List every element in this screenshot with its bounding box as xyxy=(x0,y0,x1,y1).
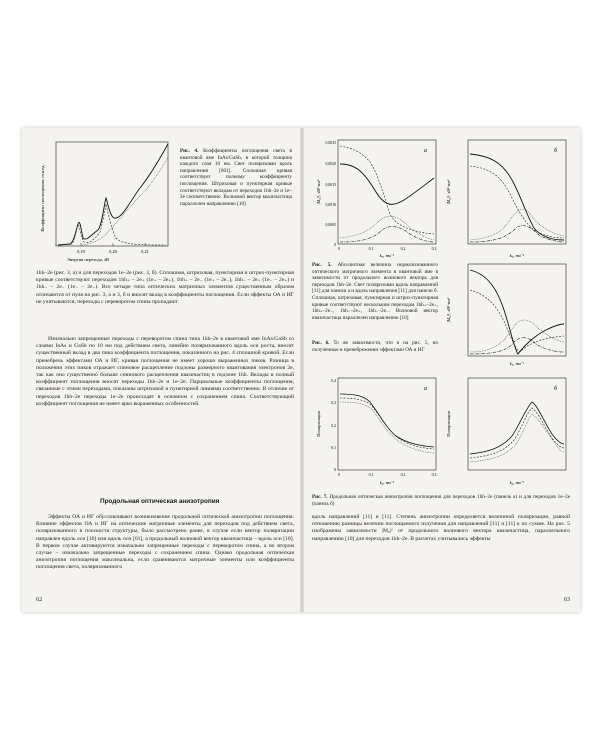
book-fold xyxy=(300,128,304,612)
figure-7-caption-label: Рис. 7. xyxy=(312,494,328,500)
figure-7-xtick: 0,2 xyxy=(400,473,406,477)
figure-5-ytick: 0,0010 xyxy=(325,203,336,207)
figure-5-panel-b xyxy=(442,134,570,258)
right-page xyxy=(312,134,570,604)
figure-7-ytick: 0,4 xyxy=(331,379,336,383)
figure-5-xtick: 0,1 xyxy=(368,247,374,251)
figure-4-xtick: 0,21 xyxy=(141,249,149,254)
figure-6-xlabel: k₀, нм⁻¹ xyxy=(509,361,525,366)
figure-4-caption-text: Коэффициенты поглощения света в квантовой яме InAs/GaSb, в которой толщина каждого слоя 10 нм. Свет поляризован вдоль направления [001]. Сплошная кривая соответствует полному коэффициенту поглощения. Штриховая и пунктирная кривые соответствуют вкладам от переходов 1hh–2e и 1e–2e соответственно. Волновой вектор квазичастица параллелен направлению [10] xyxy=(180,148,292,207)
figure-4-plot-frame xyxy=(56,142,168,246)
figure-5-caption xyxy=(312,262,438,321)
figure-4-xtick: 0,19 xyxy=(77,249,85,254)
book-spread xyxy=(22,128,580,612)
figure-5-panel-a-label: а xyxy=(424,148,427,154)
figure-6-ylabel: |M₀|², эВ²·нм² xyxy=(446,297,451,323)
figure-5-caption-text: Абсолютная величина нормализованного оптического матричного элемента в квантовой яме в зависимости от продольного волнового вектора для переходов 1hh–2e. Свет поляризован вдоль направлений [11] для панели а и вдоль направления [11] для панели б. Сплошная, штриховая, пунктирная и штрих-пунктирная кривые соответствуют нескольким переходам 1hh₊–2e₊, 1hh₊–2e₋, 1hh₋–2e₊, 1hh₋–2e₋. Волновой вектор квазичастица параллелен направлению [10] xyxy=(312,262,438,321)
figure-7-xtick: 0,1 xyxy=(368,473,374,477)
figure-5-ytick: 0,0005 xyxy=(325,223,336,227)
figure-7-panel-a-label: а xyxy=(424,386,427,392)
figure-7-caption xyxy=(312,494,570,507)
figure-7-caption-text: Продольная оптическая анизотропия поглощения для переходов 1hh–2e (панель а) и для переходов 1e–2e (панель б) xyxy=(312,494,570,507)
figure-5-xtick: 0 xyxy=(338,247,340,251)
figure-5-panel-b-ylabel: |M₀|², эВ²·нм² xyxy=(446,179,451,205)
figure-5-ytick: 0 xyxy=(334,243,336,247)
figure-4-xlabel: Энергия перехода, эВ xyxy=(66,257,110,262)
figure-5-ytick: 0,0020 xyxy=(325,162,336,166)
figure-6-caption-text: То же зависимости, что и на рис. 5, но полученные в пренебрежении эффектами ОА и ИГ xyxy=(312,340,438,353)
figure-6-caption xyxy=(312,340,438,353)
figure-4-xtick: 0,20 xyxy=(109,249,117,254)
figure-7-panel-a xyxy=(312,372,440,488)
figure-7-xlabel: k₀, нм⁻¹ xyxy=(379,480,395,485)
page-number-right: 63 xyxy=(563,596,570,603)
figure-7-ytick: 0,1 xyxy=(331,446,336,450)
figure-6-caption-label: Рис. 6. xyxy=(312,340,330,346)
figure-5-panel-b-label: б xyxy=(554,148,558,154)
figure-4-caption xyxy=(180,148,292,207)
figure-7-xtick: 0 xyxy=(338,473,340,477)
figure-7-panel-b-xlabel: k₀, нм⁻¹ xyxy=(509,480,525,485)
page-number-left: 62 xyxy=(36,596,43,603)
figure-5-panel-a xyxy=(312,134,440,258)
figure-7-xtick: 0,3 xyxy=(431,473,437,477)
figure-5-panel-b-xlabel: k₀, нм⁻¹ xyxy=(509,253,525,258)
figure-5-caption-label: Рис. 5. xyxy=(312,262,332,268)
figure-4-caption-label: Рис. 4. xyxy=(180,148,199,154)
figure-4-ylabel: Коэффициент поглощения, отн.ед. xyxy=(40,164,45,232)
figure-4-absorption-chart xyxy=(36,134,174,266)
figure-5-ylabel: |M₀|², эВ²·нм² xyxy=(316,179,321,205)
figure-7-ytick: 0,3 xyxy=(331,401,336,405)
figure-7-ytick: 0 xyxy=(334,468,336,472)
right-paragraph-1: вдоль направлений [11] и [11]. Степень анизотропии определяется величиной поляризации, равной отношению разницы величин поглощаемого излучения для направлений [11] и [11] к их сумме. На рис. 5 изображены зависимости |M₀|² от продольного волнового вектора квазичастица, параллельного направлению [10] для переходов 1hh–2e. В расчетах учитывались эффекты xyxy=(312,514,570,542)
left-page xyxy=(36,134,294,604)
left-paragraph-2: Изначально запрещенные переходы с переворотом спина типа 1hh–2e в квантовой яме InAs/GaSb со слоями InAs и GaSb по 10 нм под действием света, линейно поляризованного вдоль оси роста, вносят существенный вклад в два пика коэффициента поглощения, показанного на рис. 4 сплошной кривой. Если пренебречь эффектами ОА и ИГ, кривая поглощения не имеет хорошо выраженных пиков. Разница в положении этих пиков отражает спиновое расщепление подзоны размерного квантования электронов 2e, так как оно существенно больше спинового расщепления квазичастиц в подзоне 1hh. Вклады в полный коэффициент поглощения вносят переходы 1hh–2e и 1e–2e. Парциальные коэффициенты поглощения, связанные с этими переходами, показаны штриховой и пунктирной линиями соответственно. В отличие от переходов 1hh–2e переходы 1e–2e происходят в основном с сохранением спина. Соответствующий коэффициент поглощения не имеет ярко выраженных особенностей. xyxy=(36,336,294,407)
left-paragraph-3: Эффекты ОА и ИГ обусловливают возникновение продольной оптической анизотропии поглощения. Влияние эффектов ОА и ИГ на оптические матричные элементы для переходов под действием света, поляризованного в плоскости структуры, было рассмотрено ранее, в случае если вектор поляризации направлен вдоль оси [10] или вдоль оси [01], а продольный волновой вектор квазичастица – вдоль оси [10]. В первом случае активируются изначально запрещенные переходы с переворотом спина, а во втором случае – изначально запрещенные переходы с сохранением спина. Однако продольная оптическая анизотропия поглощения максимальна, если сравниваются матричные элементы или коэффициенты поглощения света, поляризованного xyxy=(36,514,294,571)
figure-5-xlabel: k₀, нм⁻¹ xyxy=(379,253,395,258)
figure-4-1hh-2e-curve xyxy=(60,204,166,245)
figure-5-ytick: 0,0015 xyxy=(325,183,336,187)
figure-5-xtick: 0,3 xyxy=(431,247,437,251)
figure-5-ytick: 0,0025 xyxy=(325,141,336,145)
figure-7-ytick: 0,2 xyxy=(331,424,336,428)
figure-6-panel xyxy=(442,260,570,368)
section-heading: Продольная оптическая анизотропия xyxy=(100,498,220,505)
figure-5-xtick: 0,2 xyxy=(400,247,406,251)
figure-7-panel-b-label: б xyxy=(554,386,558,392)
figure-7-ylabel: Поляризация xyxy=(316,411,321,437)
figure-7-panel-b xyxy=(442,372,570,488)
left-paragraph-1: 1hh–2e (рис. 3, а) и для переходов 1e–2e (рис. 3, б). Сплошная, штриховая, пунктирная и штрих-пунктирная кривые соответствуют переходам 1hh₊ – 2e₊ (1e₊ – 2e₊), 1hh₊ – 2e₋ (1e₊ – 2e₋), 1hh₋ – 2e₊ (1e₋ – 2e₊) и 1hh₋ – 2e₋ (1e₋ – 2e₋). Все четыре типа оптических матричных элементов существенным образом отличаются от нуля на рис. 3, а и 3, б и вносят вклад в коэффициенты поглощения. Если эффекты ОА и ИГ не учитываются, переходы с переворотом спина пропадают. xyxy=(36,270,294,305)
figure-7-panel-b-ylabel: Поляризация xyxy=(446,411,451,437)
